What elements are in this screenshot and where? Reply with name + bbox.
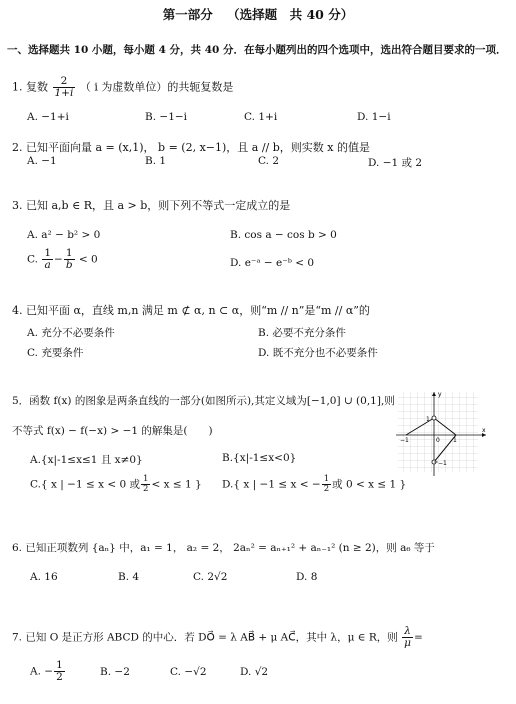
q3-c-post: < 0: [78, 253, 98, 266]
q7-option-c[interactable]: C. −√2: [170, 666, 207, 678]
q5-c-pre: C.{ x | −1 ≤ x < 0 或: [30, 478, 141, 491]
q3-c-frac1: [42, 248, 53, 271]
q7-frac-den: μ: [404, 637, 411, 650]
q4-option-c[interactable]: C. 充要条件: [27, 347, 84, 359]
q4-option-b[interactable]: B. 必要不充分条件: [258, 327, 346, 339]
q5-option-c[interactable]: [30, 475, 202, 494]
q7-a-pre: A. −: [30, 665, 54, 678]
q7-option-b[interactable]: B. −2: [100, 666, 130, 678]
q3-c-f1-num: 1: [44, 247, 52, 259]
q7-option-a[interactable]: [30, 660, 66, 683]
q3-option-b[interactable]: B. cos a − cos b > 0: [230, 229, 337, 241]
q7-option-d[interactable]: D. √2: [240, 666, 269, 678]
q5-option-b[interactable]: B.{x|-1≤x<0}: [222, 452, 297, 464]
q7-post: =: [413, 631, 423, 644]
graph-x-label: x: [482, 427, 486, 434]
graph-y-label: y: [438, 391, 442, 398]
q3-option-c[interactable]: C. $\frac{1}{a}$ − $\frac{1}{b}$ < 0: [27, 247, 98, 272]
q3-c-f2-den: b: [65, 259, 73, 272]
q5-c-num: 1: [143, 474, 149, 484]
q5-d-den: 2: [323, 483, 330, 494]
graph-origin-label: 0: [436, 437, 440, 444]
q5-function-graph: [396, 390, 496, 476]
q5-option-d[interactable]: [222, 475, 406, 494]
q3-c-f1-den: a: [44, 259, 51, 272]
question-3: 3. 已知 a,b ∈ R，且 a > b，则下列不等式一定成立的是: [12, 199, 291, 212]
section-instruction: 一、选择题共 10 小题，每小题 4 分，共 40 分．在每小题列出的四个选项中，选出符合题目要求的一项．: [7, 44, 507, 56]
q1-option-a[interactable]: A. −1+i: [27, 111, 69, 123]
q1-pre: 复数: [26, 80, 48, 94]
q1-option-d[interactable]: D. 1−i: [357, 111, 391, 123]
q2-option-d[interactable]: D. −1 或 2: [368, 157, 423, 169]
question-6: 6. 已知正项数列 {aₙ} 中，a₁ = 1， a₂ = 2， 2aₙ² = aₙ₊₁² + aₙ₋₁² (n ≥ 2)，则 a₆ 等于: [12, 542, 435, 554]
q2-option-b[interactable]: B. 1: [145, 155, 167, 167]
q1-frac-num: 2: [53, 76, 76, 88]
graph-tick-neg1y: −1: [438, 460, 447, 467]
q5-d-frac: [322, 475, 331, 494]
q5-c-den: 2: [143, 483, 149, 494]
q5-c-post: < x ≤ 1 }: [151, 478, 202, 491]
graph-tick-neg1x: −1: [400, 437, 409, 444]
q1-frac-den: 1+i: [54, 87, 74, 100]
q7-frac-num: λ: [402, 626, 413, 638]
question-1: [12, 76, 233, 99]
q2-option-a[interactable]: A. −1: [27, 155, 57, 167]
q7-a-num: 1: [56, 659, 63, 671]
q5-option-a[interactable]: A.{x|-1≤x≤1 且 x≠0}: [30, 454, 143, 466]
open-point-top: [432, 416, 436, 420]
q3-c-f2-num: 1: [64, 248, 75, 260]
question-2: 2. 已知平面向量 a = (x,1)， b = (2, x−1)，且 a // b，则实数 x 的值是: [12, 141, 370, 154]
q1-option-c[interactable]: C. 1+i: [244, 111, 278, 123]
q2-option-c[interactable]: C. 2: [258, 155, 280, 167]
q3-option-d[interactable]: D. e⁻ᵃ − e⁻ᵇ < 0: [230, 257, 315, 269]
q1-post: （ i 为虚数单位）的共轭复数是: [79, 80, 234, 94]
q6-option-b[interactable]: B. 4: [118, 571, 140, 583]
q1-fraction: [53, 76, 76, 99]
q4-option-d[interactable]: D. 既不充分也不必要条件: [258, 347, 378, 359]
part-title: 第一部分: [162, 7, 213, 22]
q7-a-frac: [54, 660, 65, 683]
q5-d-pre: D.{ x | −1 ≤ x < −: [222, 478, 321, 491]
part-subtitle: （选择题 共 40 分）: [227, 7, 354, 22]
q5-d-num: 1: [323, 474, 330, 484]
q6-option-d[interactable]: D. 8: [296, 571, 318, 583]
graph-tick-1y: 1: [426, 416, 430, 423]
page-title: [0, 5, 516, 23]
q7-fraction: [402, 626, 413, 649]
question-5-line1: 5．函数 f(x) 的图象是两条直线的一部分(如图所示),其定义域为[−1,0] ∪ (0,1],则: [12, 395, 395, 407]
q3-option-a[interactable]: A. a² − b² > 0: [27, 229, 101, 241]
question-4: 4. 已知平面 α，直线 m,n 满足 m ⊄ α, n ⊂ α，则“m // n”是“m // α”的: [12, 304, 370, 317]
q7-a-den: 2: [56, 671, 63, 684]
graph-tick-1x: 1: [453, 437, 457, 444]
q4-option-a[interactable]: A. 充分不必要条件: [27, 327, 115, 339]
question-5-line2: 不等式 f(x) − f(−x) > −1 的解集是( ): [12, 425, 213, 437]
q7-text: 7. 已知 O 是正方形 ABCD 的中心．若 DO⃗ = λ AB⃗ + μ AC⃗，其中 λ，μ ∈ R，则: [12, 631, 398, 644]
q6-option-a[interactable]: A. 16: [30, 571, 58, 583]
q6-option-c[interactable]: C. 2√2: [193, 571, 228, 583]
q1-number: 1.: [12, 80, 23, 94]
question-7: [12, 626, 423, 649]
q5-c-frac: [141, 475, 150, 494]
q3-c-frac2: [64, 248, 75, 271]
q3-c-label: C.: [27, 253, 38, 266]
q5-d-post: 或 0 < x ≤ 1 }: [332, 478, 407, 491]
q1-option-b[interactable]: B. −1−i: [145, 111, 188, 123]
